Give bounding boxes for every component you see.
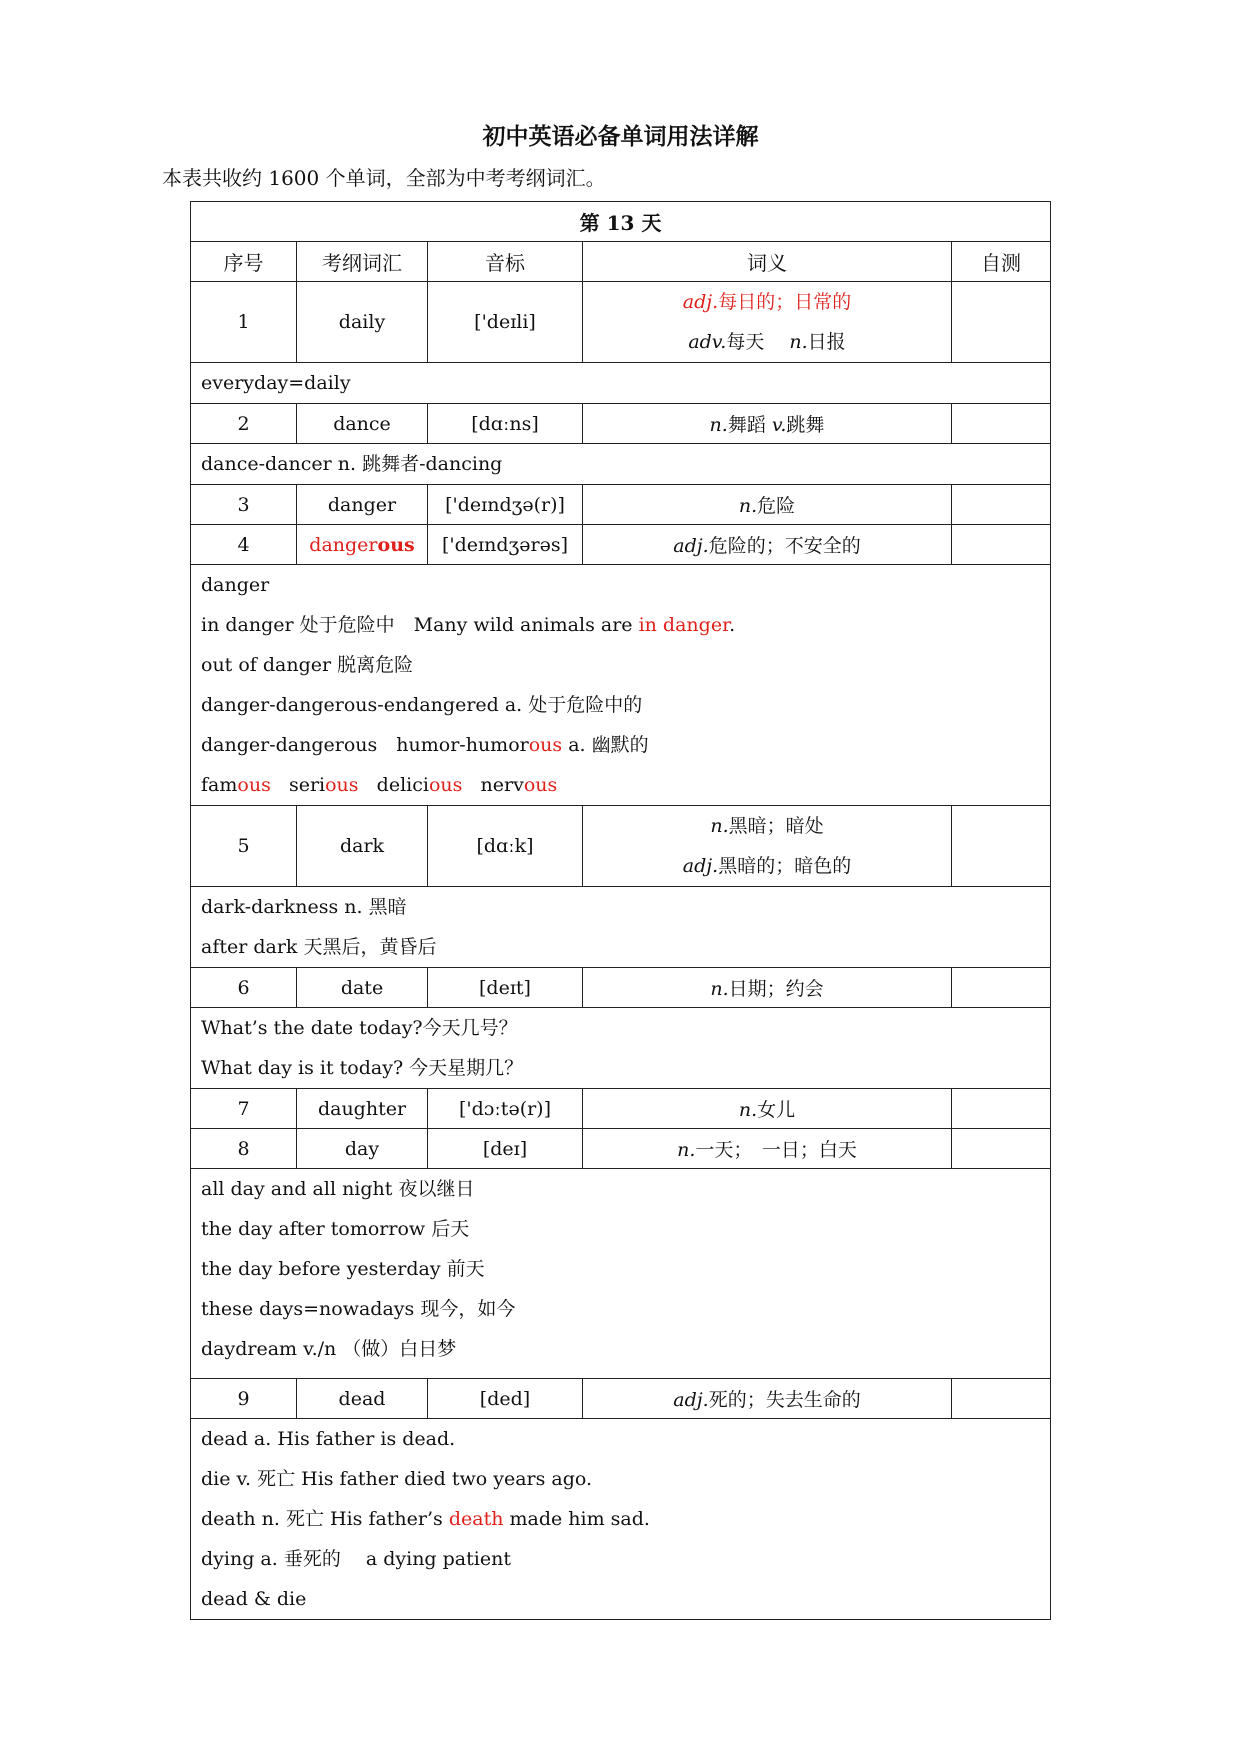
self-test-cell[interactable] — [952, 1129, 1051, 1169]
self-test-cell[interactable] — [952, 282, 1051, 363]
pos-label: n. — [710, 815, 729, 837]
note-line — [201, 1499, 1040, 1539]
note-text: seri — [288, 774, 326, 796]
word-phonetic: [dɑːns] — [428, 404, 583, 444]
note-line: everyday=daily — [201, 372, 351, 394]
meaning-text: 黑暗的；暗色的 — [718, 855, 852, 877]
word-no: 5 — [191, 806, 297, 887]
note-text: . — [729, 614, 736, 636]
word-phonetic: [dɑːk] — [428, 806, 583, 887]
pos-label: n. — [738, 495, 758, 517]
self-test-cell[interactable] — [952, 1089, 1051, 1129]
self-test-cell[interactable] — [952, 1379, 1051, 1419]
note-line: the day after tomorrow 后天 — [201, 1218, 470, 1240]
word-term: danger — [297, 485, 428, 525]
word-phonetic: ['deɪli] — [428, 282, 583, 363]
word-meaning — [583, 1089, 952, 1129]
usage-note — [191, 1008, 1051, 1089]
word-phonetic: ['dɔːtə(r)] — [428, 1089, 583, 1129]
table-row — [191, 525, 1051, 565]
note-line: out of danger 脱离危险 — [201, 654, 414, 676]
meaning-text: 危险的；不安全的 — [708, 535, 861, 557]
table-row — [191, 404, 1051, 444]
usage-note — [191, 363, 1051, 404]
table-row — [191, 1089, 1051, 1129]
highlight-suffix: ous — [523, 774, 558, 796]
note-line: die v. 死亡 His father died two years ago. — [201, 1468, 593, 1490]
word-meaning — [583, 282, 952, 363]
highlight-suffix: ous — [528, 734, 563, 756]
self-test-cell[interactable] — [952, 525, 1051, 565]
note-text: death n. 死亡 His father’s — [201, 1508, 449, 1530]
self-test-cell[interactable] — [952, 485, 1051, 525]
word-meaning — [583, 485, 952, 525]
meaning-text: 每天 — [726, 331, 765, 353]
word-no: 8 — [191, 1129, 297, 1169]
word-meaning — [583, 806, 952, 887]
pos-label: n. — [738, 1099, 758, 1121]
word-suffix: ous — [377, 533, 415, 556]
highlight-suffix: ous — [325, 774, 359, 796]
note-line: daydream v./n （做）白日梦 — [201, 1338, 457, 1360]
word-stem: danger — [309, 533, 378, 556]
word-meaning — [583, 1129, 952, 1169]
word-term: dead — [297, 1379, 428, 1419]
note-line: danger-dangerous-endangered a. 处于危险中的 — [201, 694, 643, 716]
highlight-suffix: ous — [237, 774, 271, 796]
document-title: 初中英语必备单词用法详解 — [482, 123, 759, 150]
word-term: daily — [297, 282, 428, 363]
usage-note — [191, 887, 1051, 968]
note-line — [201, 765, 1040, 805]
header-phonetic: 音标 — [428, 242, 583, 282]
meaning-text: 危险 — [757, 495, 796, 517]
word-meaning — [583, 525, 952, 565]
pos-label: v. — [771, 414, 787, 436]
note-text: fam — [201, 774, 238, 796]
note-line — [201, 725, 1040, 765]
meaning-text: 日报 — [807, 331, 846, 353]
pos-label: adj. — [682, 855, 719, 877]
pos-label: adj. — [682, 291, 719, 313]
note-line: the day before yesterday 前天 — [201, 1258, 485, 1280]
note-line — [201, 605, 1040, 645]
note-line: dead & die — [201, 1588, 307, 1610]
meaning-text: 跳舞 — [786, 414, 825, 436]
word-meaning — [583, 968, 952, 1008]
pos-label: adv. — [688, 331, 727, 353]
table-row — [191, 1379, 1051, 1419]
note-text: danger-dangerous humor-humor — [201, 734, 529, 756]
self-test-cell[interactable] — [952, 968, 1051, 1008]
note-line: What’s the date today?今天几号？ — [201, 1017, 518, 1039]
note-line: danger — [201, 574, 270, 596]
usage-note — [191, 1419, 1051, 1620]
intro-text: 本表共收约 1600 个单词，全部为中考考纲词汇。 — [162, 166, 606, 190]
header-self-test: 自测 — [952, 242, 1051, 282]
header-no: 序号 — [191, 242, 297, 282]
table-row — [191, 485, 1051, 525]
note-text: delici — [376, 774, 429, 796]
pos-label: n. — [709, 414, 728, 436]
meaning-text: 日期；约会 — [728, 978, 824, 1000]
highlight-text: in danger — [638, 614, 730, 636]
highlight-suffix: ous — [428, 774, 463, 796]
note-line: dark-darkness n. 黑暗 — [201, 896, 407, 918]
pos-label: n. — [789, 331, 808, 353]
word-phonetic: [ded] — [428, 1379, 583, 1419]
meaning-text: 女儿 — [757, 1099, 796, 1121]
note-line: after dark 天黑后，黄昏后 — [201, 936, 437, 958]
note-line: these days=nowadays 现今，如今 — [201, 1298, 516, 1320]
word-phonetic: ['deɪndʒərəs] — [428, 525, 583, 565]
word-no: 1 — [191, 282, 297, 363]
note-line: all day and all night 夜以继日 — [201, 1178, 475, 1200]
word-phonetic: ['deɪndʒə(r)] — [428, 485, 583, 525]
vocabulary-table — [190, 201, 1051, 1620]
note-text: made him sad. — [503, 1508, 650, 1530]
word-term: dark — [297, 806, 428, 887]
meaning-text: 舞蹈 — [727, 414, 766, 436]
pos-label: n. — [710, 978, 729, 1000]
word-term: date — [297, 968, 428, 1008]
usage-note — [191, 444, 1051, 485]
word-term — [297, 525, 428, 565]
note-text: nerv — [480, 774, 524, 796]
word-term: dance — [297, 404, 428, 444]
note-line: What day is it today? 今天星期几？ — [201, 1057, 524, 1079]
table-row — [191, 968, 1051, 1008]
meaning-text: 每日的；日常的 — [718, 291, 852, 313]
word-no: 7 — [191, 1089, 297, 1129]
word-no: 3 — [191, 485, 297, 525]
table-row — [191, 1129, 1051, 1169]
note-text: in danger 处于危险中 Many wild animals are — [201, 614, 639, 636]
word-meaning — [583, 404, 952, 444]
note-line: dead a. His father is dead. — [201, 1428, 456, 1450]
word-phonetic: [deɪt] — [428, 968, 583, 1008]
meaning-text: 一天； 一日；白天 — [695, 1139, 857, 1161]
pos-label: adj. — [673, 535, 709, 557]
note-text: a. 幽默的 — [562, 734, 649, 756]
usage-note — [191, 565, 1051, 806]
day-label: 第 13 天 — [191, 202, 1051, 242]
table-row — [191, 806, 1051, 887]
meaning-text: 黑暗；暗处 — [728, 815, 824, 837]
header-meaning: 词义 — [583, 242, 952, 282]
note-line: dying a. 垂死的 a dying patient — [201, 1548, 511, 1570]
self-test-cell[interactable] — [952, 404, 1051, 444]
word-term: daughter — [297, 1089, 428, 1129]
pos-label: n. — [677, 1139, 696, 1161]
highlight-text: death — [448, 1508, 504, 1530]
pos-label: adj. — [673, 1389, 709, 1411]
header-word: 考纲词汇 — [297, 242, 428, 282]
word-no: 4 — [191, 525, 297, 565]
word-no: 2 — [191, 404, 297, 444]
word-no: 9 — [191, 1379, 297, 1419]
word-no: 6 — [191, 968, 297, 1008]
meaning-text: 死的；失去生命的 — [708, 1389, 861, 1411]
table-row — [191, 282, 1051, 363]
usage-note — [191, 1169, 1051, 1379]
self-test-cell[interactable] — [952, 806, 1051, 887]
word-term: day — [297, 1129, 428, 1169]
note-line: dance-dancer n. 跳舞者-dancing — [201, 453, 503, 475]
word-phonetic: [deɪ] — [428, 1129, 583, 1169]
word-meaning — [583, 1379, 952, 1419]
